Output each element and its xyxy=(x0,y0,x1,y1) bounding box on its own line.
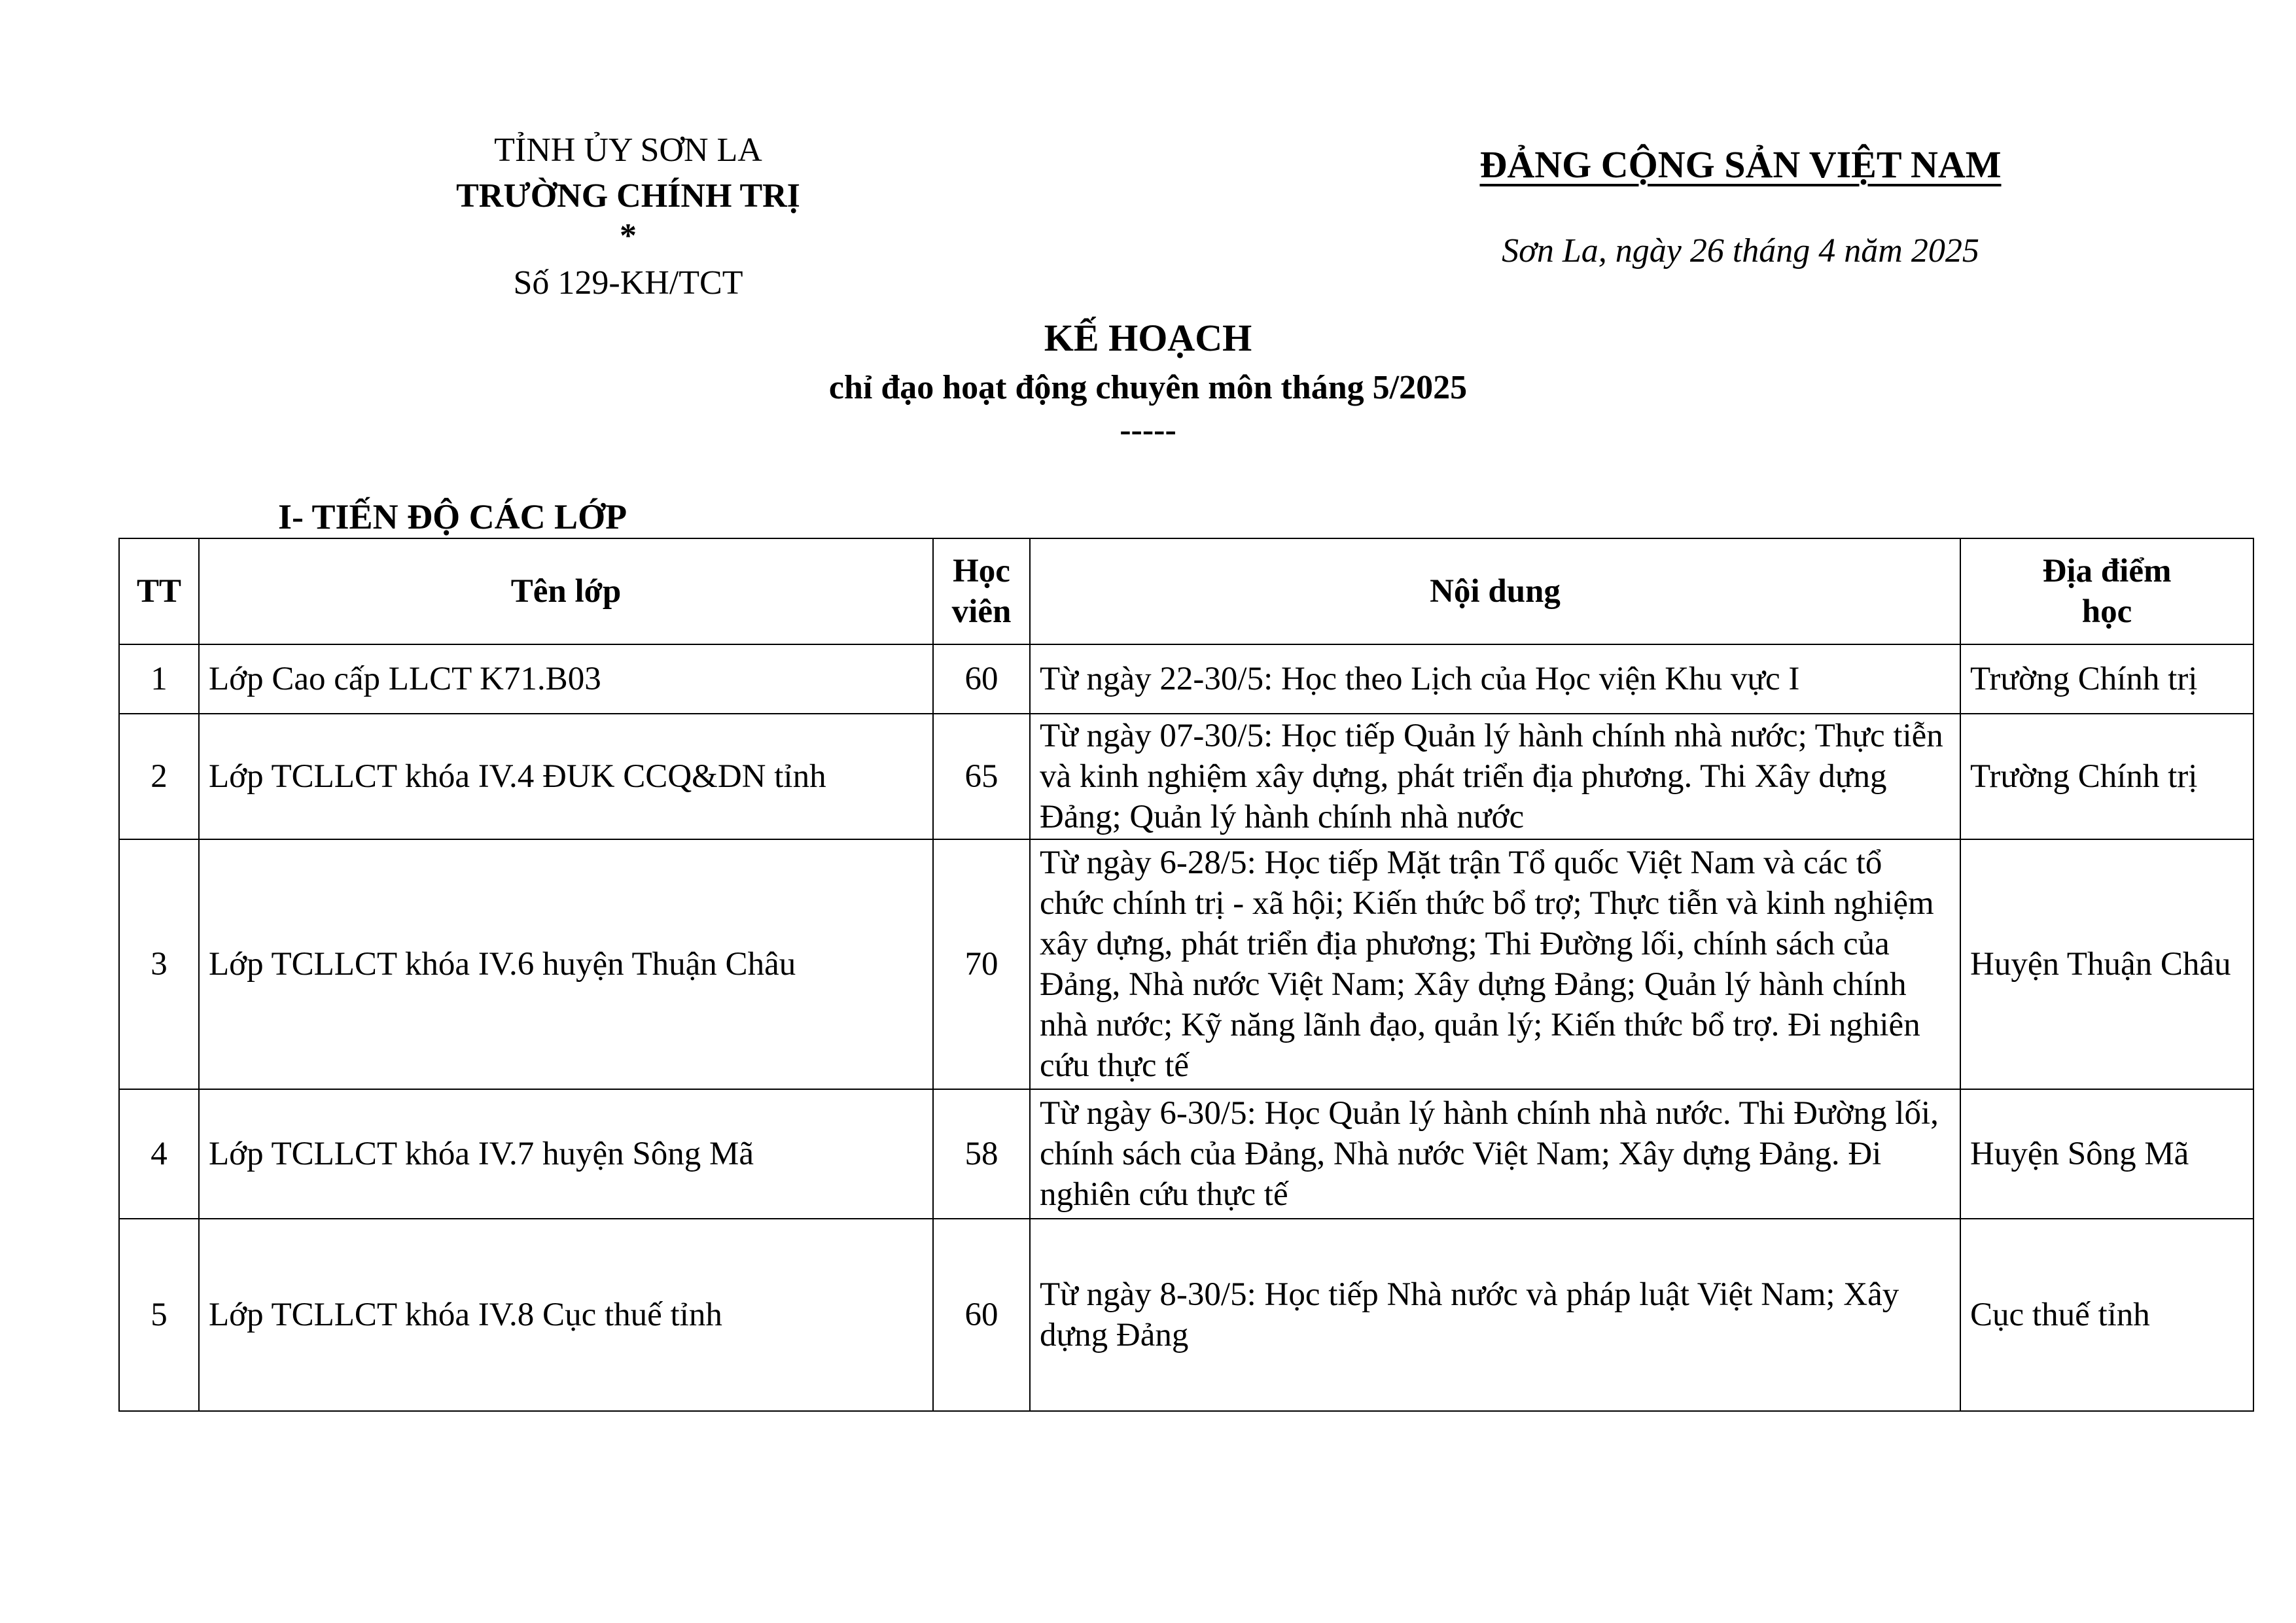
document-subtitle: chỉ đạo hoạt động chuyên môn tháng 5/2025 xyxy=(828,369,1468,406)
header-location-line1: Địa điểm xyxy=(2042,553,2172,589)
table-row xyxy=(119,714,2253,839)
section-heading: I- TIẾN ĐỘ CÁC LỚP xyxy=(278,497,627,536)
header-students xyxy=(933,538,1030,644)
party-header-block xyxy=(1413,139,2068,277)
row-number: 4 xyxy=(119,1089,199,1219)
study-location: Huyện Thuận Châu xyxy=(1960,839,2253,1089)
document-number: Số 129-KH/TCT xyxy=(513,264,743,302)
study-content: Từ ngày 6-28/5: Học tiếp Mặt trận Tổ quốc Việt Nam và các tổ chức chính trị - xã hội; Kiến thức bổ trợ; Thực tiễn và kinh nghiệm xây dựng, phát triển địa phương; Thi Đường lối, chính sách của Đảng, Nhà nước Việt Nam; Xây dựng Đảng; Quản lý hành chính nhà nước; Kỹ năng lãnh đạo, quản lý; Kiến thức bổ trợ. Đi nghiên cứu thực tế xyxy=(1030,839,1960,1089)
table-row xyxy=(119,839,2253,1089)
study-location: Trường Chính trị xyxy=(1960,714,2253,839)
class-name: Lớp TCLLCT khóa IV.8 Cục thuế tỉnh xyxy=(199,1219,933,1411)
study-content: Từ ngày 22-30/5: Học theo Lịch của Học viện Khu vực I xyxy=(1030,644,1960,714)
student-count: 65 xyxy=(933,714,1030,839)
provincial-committee-name: TỈNH ỦY SƠN LA xyxy=(494,131,762,169)
issuing-agency-block xyxy=(366,128,890,309)
document-type: KẾ HOẠCH xyxy=(1044,317,1252,359)
header-students-line2: viên xyxy=(951,593,1012,630)
table-header-row xyxy=(119,538,2253,644)
row-number: 1 xyxy=(119,644,199,714)
header-students-line1: Học xyxy=(953,553,1010,589)
class-progress-table xyxy=(118,538,2254,1412)
study-location: Huyện Sông Mã xyxy=(1960,1089,2253,1219)
class-name: Lớp TCLLCT khóa IV.6 huyện Thuận Châu xyxy=(199,839,933,1089)
study-location: Trường Chính trị xyxy=(1960,644,2253,714)
class-name: Lớp TCLLCT khóa IV.4 ĐUK CCQ&DN tỉnh xyxy=(199,714,933,839)
study-location: Cục thuế tỉnh xyxy=(1960,1219,2253,1411)
row-number: 5 xyxy=(119,1219,199,1411)
header-class-name: Tên lớp xyxy=(199,538,933,644)
header-tt: TT xyxy=(119,538,199,644)
header-content: Nội dung xyxy=(1030,538,1960,644)
header-location xyxy=(1960,538,2253,644)
party-name: ĐẢNG CỘNG SẢN VIỆT NAM xyxy=(1479,143,2002,186)
title-separator: ----- xyxy=(1120,411,1176,449)
student-count: 60 xyxy=(933,644,1030,714)
document-title-block xyxy=(0,311,2296,450)
table-row xyxy=(119,1219,2253,1411)
student-count: 70 xyxy=(933,839,1030,1089)
study-content: Từ ngày 6-30/5: Học Quản lý hành chính nhà nước. Thi Đường lối, chính sách của Đảng, Nhà nước Việt Nam; Xây dựng Đảng. Đi nghiên cứu thực tế xyxy=(1030,1089,1960,1219)
row-number: 2 xyxy=(119,714,199,839)
class-name: Lớp TCLLCT khóa IV.7 huyện Sông Mã xyxy=(199,1089,933,1219)
separator-star: * xyxy=(620,217,637,254)
student-count: 60 xyxy=(933,1219,1030,1411)
row-number: 3 xyxy=(119,839,199,1089)
class-name: Lớp Cao cấp LLCT K71.B03 xyxy=(199,644,933,714)
study-content: Từ ngày 8-30/5: Học tiếp Nhà nước và pháp luật Việt Nam; Xây dựng Đảng xyxy=(1030,1219,1960,1411)
student-count: 58 xyxy=(933,1089,1030,1219)
table-row xyxy=(119,644,2253,714)
study-content: Từ ngày 07-30/5: Học tiếp Quản lý hành chính nhà nước; Thực tiễn và kinh nghiệm xây dựng, phát triển địa phương. Thi Xây dựng Đảng; Quản lý hành chính nhà nước xyxy=(1030,714,1960,839)
table-row xyxy=(119,1089,2253,1219)
header-location-line2: học xyxy=(2081,593,2132,630)
school-name: TRƯỜNG CHÍNH TRỊ xyxy=(456,177,800,215)
place-and-date: Sơn La, ngày 26 tháng 4 năm 2025 xyxy=(1502,232,1979,270)
